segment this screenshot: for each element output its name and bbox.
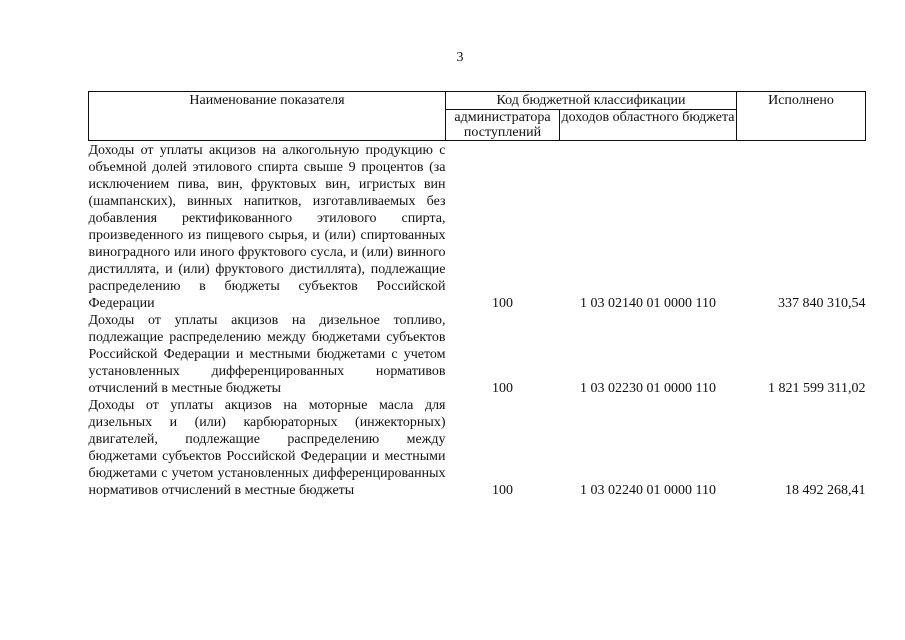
row-administrator-code: 100 <box>492 381 513 396</box>
row-indicator-name: Доходы от уплаты акцизов на алкогольную продукцию с объемной долей этилового спирта свыше 9 процентов (за исключением пива, вин, фруктовых вин, игристых вин (шампанских), винных напитков, изготавливаемых без добавления ректификованного этилового спирта, произведенного из пищевого сырья, и (или) спиртованных виноградного или иного фруктового сусла, и (или) винного дистиллята, и (или) фруктового дистиллята), подлежащие распределению в бюджеты субъектов Российской Федерации <box>88 143 446 311</box>
row-indicator-name: Доходы от уплаты акцизов на моторные масла для дизельных и (или) карбюраторных (инжекторных) двигателей, подлежащие распределению между бюджетами субъектов Российской Федерации и местными бюджетами с учетом установленных дифференцированных нормативов отчислений в местные бюджеты <box>88 398 446 498</box>
table-body <box>89 141 866 500</box>
header-executed: Исполнено <box>737 92 866 141</box>
page-number: 3 <box>456 50 464 65</box>
row-revenue-code: 1 03 02140 01 0000 110 <box>580 296 716 311</box>
table-header <box>89 92 866 141</box>
table-row <box>89 312 866 397</box>
row-executed-amount: 1 821 599 311,02 <box>768 381 866 396</box>
table-row <box>89 141 866 313</box>
budget-table <box>88 91 866 499</box>
header-indicator-name: Наименование показателя <box>89 92 446 141</box>
header-revenue-administrator: администратора поступлений <box>446 110 560 141</box>
row-executed-amount: 337 840 310,54 <box>778 296 866 311</box>
row-administrator-code: 100 <box>492 296 513 311</box>
row-indicator-name: Доходы от уплаты акцизов на дизельное топливо, подлежащие распределению между бюджетами субъектов Российской Федерации и местными бюджетами с учетом установленных дифференцированных нормативов отчислений в местные бюджеты <box>88 313 446 396</box>
header-regional-budget-revenue: доходов областного бюджета <box>560 110 737 141</box>
header-budget-classification-code: Код бюджетной классификации <box>446 92 737 110</box>
row-administrator-code: 100 <box>492 483 513 498</box>
row-revenue-code: 1 03 02230 01 0000 110 <box>580 381 716 396</box>
row-revenue-code: 1 03 02240 01 0000 110 <box>580 483 716 498</box>
row-executed-amount: 18 492 268,41 <box>785 483 866 498</box>
table-row <box>89 397 866 499</box>
